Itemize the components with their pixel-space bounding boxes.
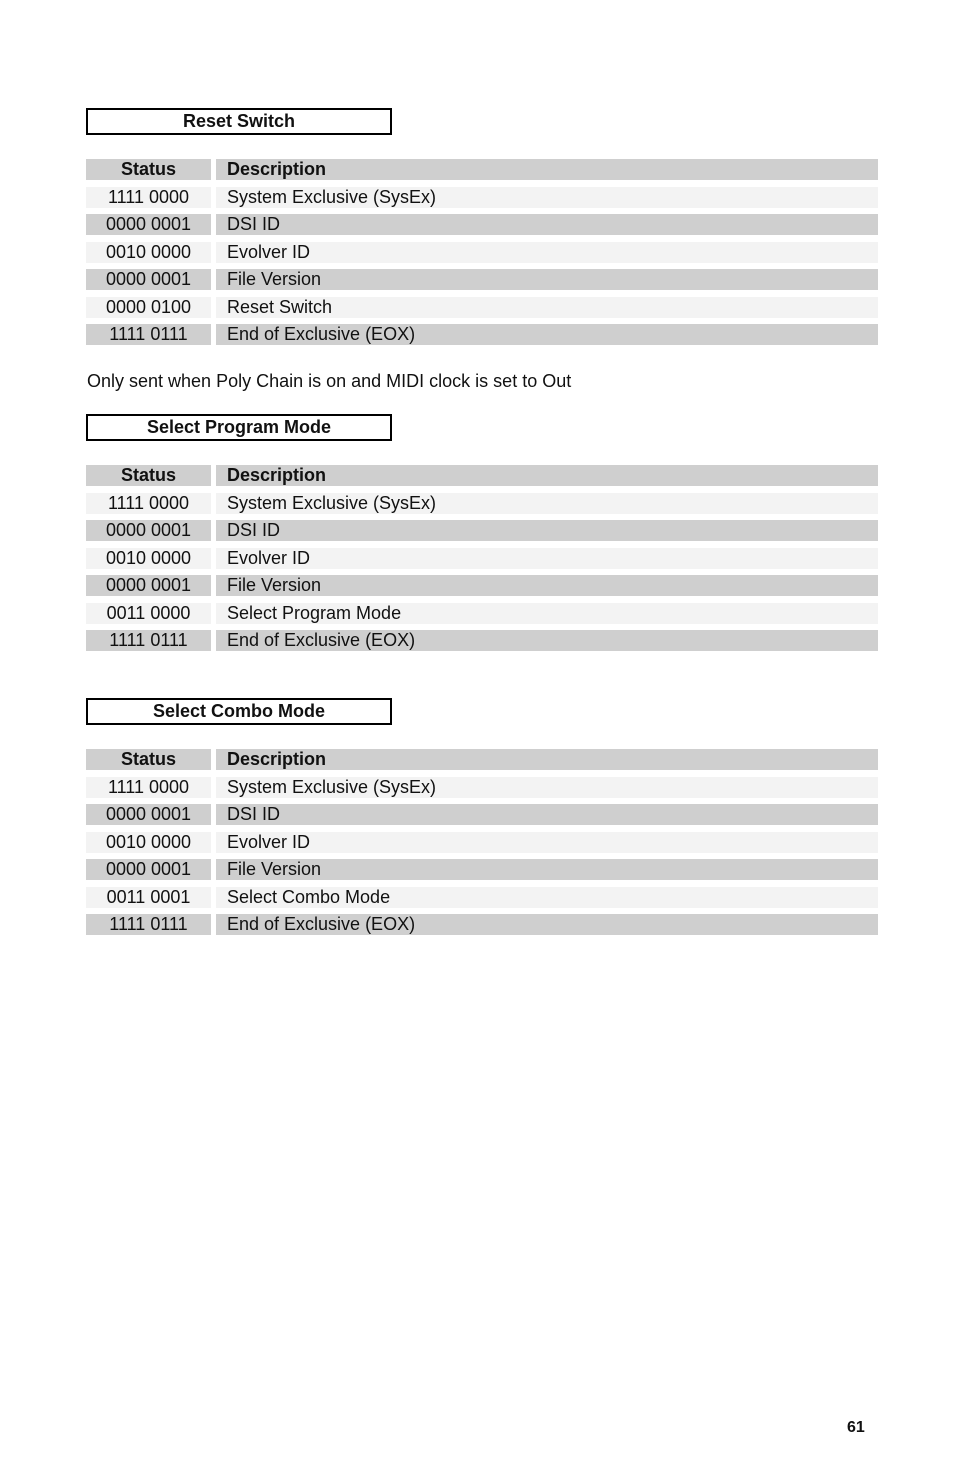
description-cell: System Exclusive (SysEx) bbox=[216, 493, 878, 514]
description-cell: End of Exclusive (EOX) bbox=[216, 914, 878, 935]
table-row bbox=[86, 777, 878, 798]
description-cell: File Version bbox=[216, 575, 878, 596]
section-title: Select Program Mode bbox=[86, 414, 392, 441]
section-title: Select Combo Mode bbox=[86, 698, 392, 725]
table-row bbox=[86, 187, 878, 208]
poly-chain-note: Only sent when Poly Chain is on and MIDI clock is set to Out bbox=[87, 371, 572, 391]
table-header-row bbox=[86, 749, 878, 770]
description-cell: DSI ID bbox=[216, 214, 878, 235]
table-row bbox=[86, 914, 878, 935]
status-header: Status bbox=[86, 159, 211, 180]
page-number: 61 bbox=[847, 1419, 865, 1436]
status-cell: 0011 0000 bbox=[86, 603, 211, 624]
sysex-table bbox=[86, 465, 878, 651]
status-cell: 0000 0001 bbox=[86, 575, 211, 596]
description-cell: Select Program Mode bbox=[216, 603, 878, 624]
sysex-table bbox=[86, 749, 878, 935]
status-cell: 0000 0001 bbox=[86, 269, 211, 290]
status-cell: 0000 0001 bbox=[86, 520, 211, 541]
description-cell: File Version bbox=[216, 859, 878, 880]
status-cell: 1111 0000 bbox=[86, 493, 211, 514]
table-row bbox=[86, 269, 878, 290]
description-cell: Select Combo Mode bbox=[216, 887, 878, 908]
description-header: Description bbox=[216, 159, 878, 180]
status-cell: 0010 0000 bbox=[86, 548, 211, 569]
table-header-row bbox=[86, 159, 878, 180]
status-cell: 0010 0000 bbox=[86, 242, 211, 263]
table-row bbox=[86, 493, 878, 514]
description-cell: DSI ID bbox=[216, 804, 878, 825]
table-row bbox=[86, 575, 878, 596]
section-select-program-mode bbox=[86, 414, 878, 658]
table-row bbox=[86, 242, 878, 263]
description-cell: DSI ID bbox=[216, 520, 878, 541]
table-row bbox=[86, 214, 878, 235]
table-row bbox=[86, 859, 878, 880]
section-title: Reset Switch bbox=[86, 108, 392, 135]
description-cell: System Exclusive (SysEx) bbox=[216, 187, 878, 208]
table-row bbox=[86, 804, 878, 825]
status-header: Status bbox=[86, 749, 211, 770]
sysex-table bbox=[86, 159, 878, 345]
description-cell: Evolver ID bbox=[216, 548, 878, 569]
description-cell: Evolver ID bbox=[216, 242, 878, 263]
status-cell: 1111 0000 bbox=[86, 187, 211, 208]
status-cell: 0000 0100 bbox=[86, 297, 211, 318]
table-row bbox=[86, 297, 878, 318]
status-cell: 0000 0001 bbox=[86, 859, 211, 880]
status-cell: 1111 0000 bbox=[86, 777, 211, 798]
table-row bbox=[86, 603, 878, 624]
status-cell: 0000 0001 bbox=[86, 804, 211, 825]
description-cell: End of Exclusive (EOX) bbox=[216, 630, 878, 651]
description-header: Description bbox=[216, 749, 878, 770]
table-row bbox=[86, 548, 878, 569]
description-cell: File Version bbox=[216, 269, 878, 290]
status-cell: 1111 0111 bbox=[86, 630, 211, 651]
status-cell: 0010 0000 bbox=[86, 832, 211, 853]
table-header-row bbox=[86, 465, 878, 486]
table-row bbox=[86, 324, 878, 345]
description-header: Description bbox=[216, 465, 878, 486]
status-cell: 1111 0111 bbox=[86, 324, 211, 345]
section-reset-switch bbox=[86, 108, 878, 352]
table-row bbox=[86, 832, 878, 853]
status-cell: 0011 0001 bbox=[86, 887, 211, 908]
description-cell: System Exclusive (SysEx) bbox=[216, 777, 878, 798]
table-row bbox=[86, 887, 878, 908]
description-cell: End of Exclusive (EOX) bbox=[216, 324, 878, 345]
table-row bbox=[86, 630, 878, 651]
description-cell: Evolver ID bbox=[216, 832, 878, 853]
status-cell: 0000 0001 bbox=[86, 214, 211, 235]
description-cell: Reset Switch bbox=[216, 297, 878, 318]
section-select-combo-mode bbox=[86, 698, 878, 942]
status-header: Status bbox=[86, 465, 211, 486]
table-row bbox=[86, 520, 878, 541]
status-cell: 1111 0111 bbox=[86, 914, 211, 935]
